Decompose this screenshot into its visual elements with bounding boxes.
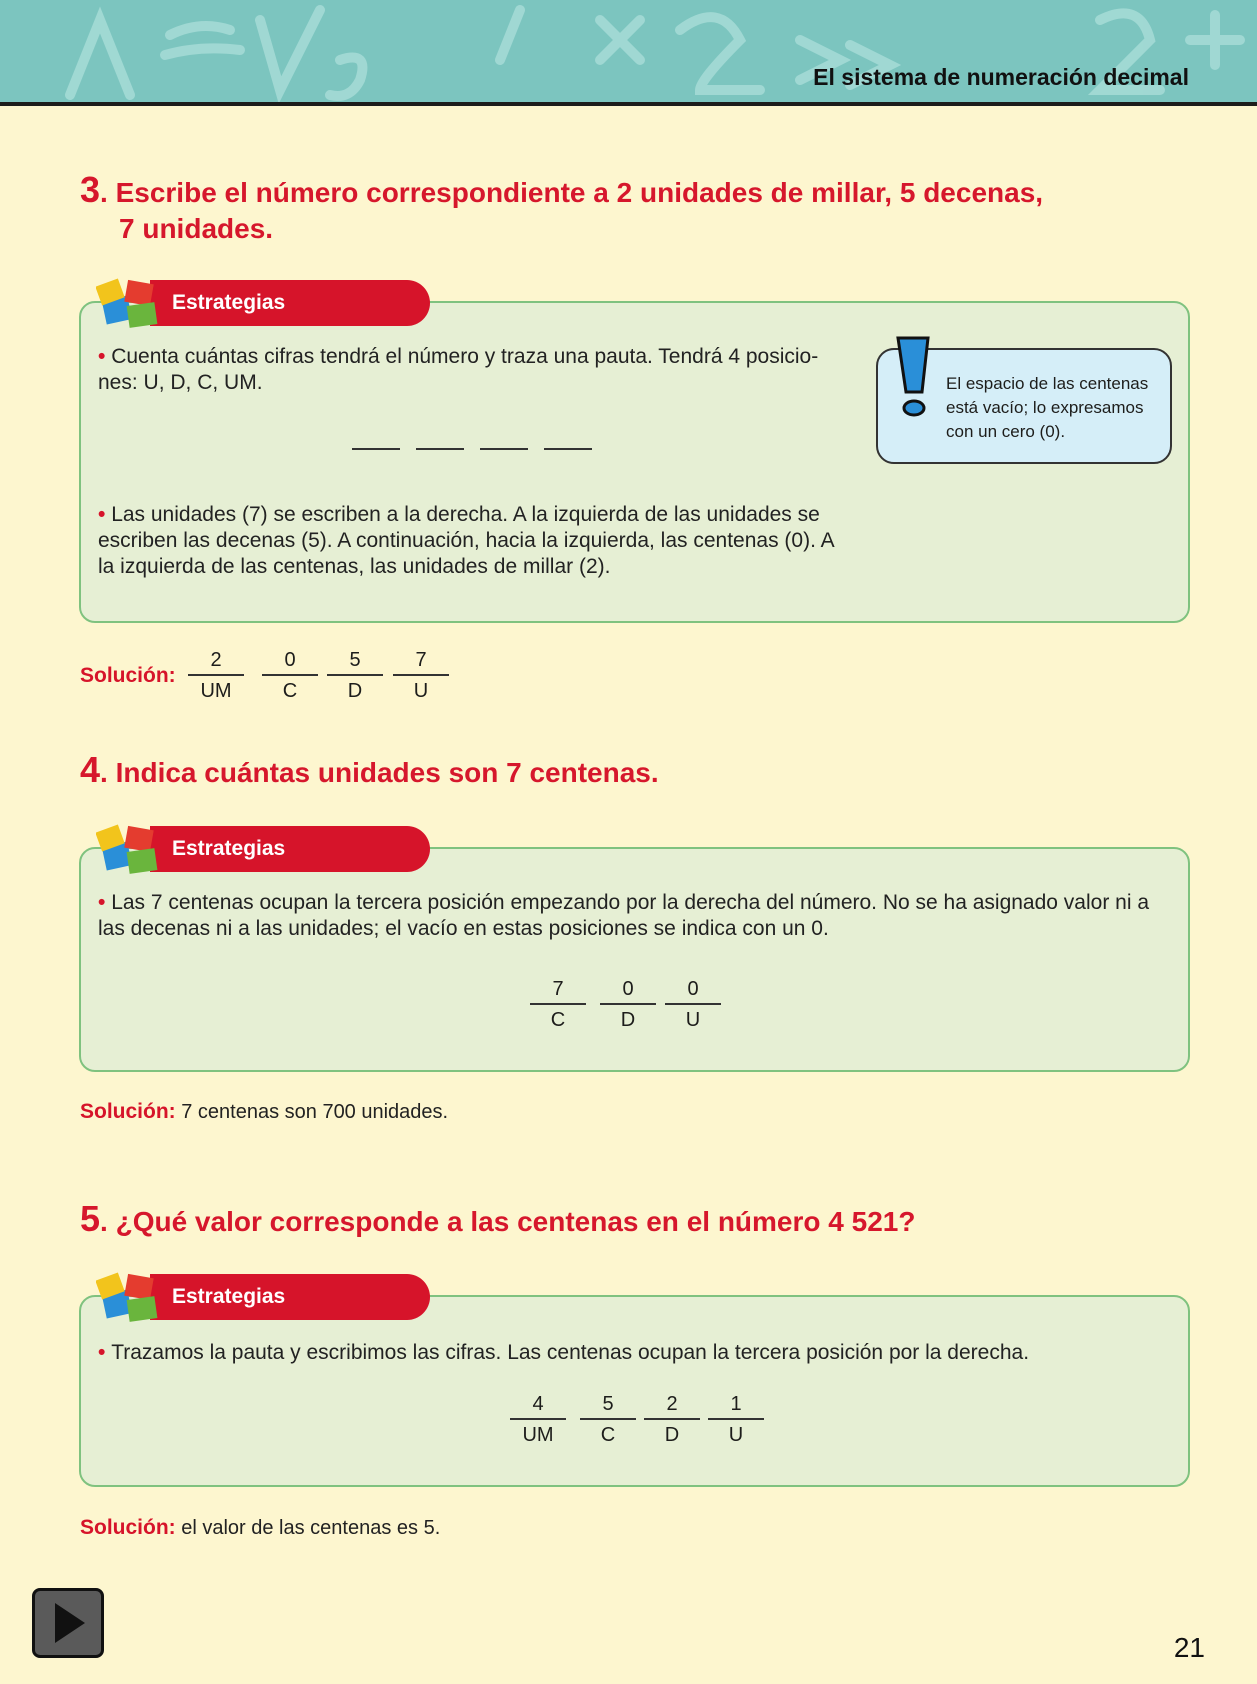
play-icon xyxy=(35,1591,101,1655)
digit: 0 xyxy=(665,975,721,1005)
blank-line xyxy=(480,448,528,450)
exercise-3-bullet-1 xyxy=(98,344,858,396)
place: D xyxy=(664,1424,680,1446)
exclamation-icon xyxy=(892,334,936,422)
bullet-dot: • xyxy=(98,503,112,526)
place: C xyxy=(550,1009,566,1031)
blank-line xyxy=(352,448,400,450)
strategy-tab-4 xyxy=(150,826,430,872)
digit: 5 xyxy=(580,1390,636,1420)
place-value-cell xyxy=(327,646,383,704)
place: U xyxy=(413,680,429,702)
blank-line xyxy=(544,448,592,450)
strategy-label: Estrategias xyxy=(172,291,286,314)
callout-text: El espacio de las centenas está vacío; lo expresamos con un cero (0). xyxy=(946,374,1149,441)
exercise-3-solution xyxy=(80,664,176,688)
exercise-3-title xyxy=(80,169,1160,247)
digit: 5 xyxy=(327,646,383,676)
place: D xyxy=(620,1009,636,1031)
place-value-cell xyxy=(580,1390,636,1448)
exercise-4-title xyxy=(80,749,1160,791)
blank-line xyxy=(416,448,464,450)
digit: 0 xyxy=(262,646,318,676)
exercise-3-title-line1: . Escribe el número correspondiente a 2 unidades de millar, 5 decenas, xyxy=(100,177,1044,208)
exercise-5-title-text: . ¿Qué valor corresponde a las centenas en el número 4 521? xyxy=(100,1206,916,1237)
place-value-cell xyxy=(530,975,586,1033)
exercise-4-bullet-1 xyxy=(98,890,1178,942)
solution-text: 7 centenas son 700 unidades. xyxy=(175,1101,449,1123)
digit: 0 xyxy=(600,975,656,1005)
strategy-label: Estrategias xyxy=(172,1285,286,1308)
place-value-cell xyxy=(510,1390,566,1448)
digit: 7 xyxy=(530,975,586,1005)
bullet-text: Cuenta cuántas cifras tendrá el número y traza una pauta. Tendrá 4 posicio- nes: U, D, C, UM. xyxy=(98,345,819,394)
bullet-dot: • xyxy=(98,891,112,914)
page-header xyxy=(0,0,1257,106)
exercise-5-title xyxy=(80,1198,1160,1240)
digit: 7 xyxy=(393,646,449,676)
exercise-3-title-line2: 7 unidades. xyxy=(119,213,274,244)
exercise-4-title-text: . Indica cuántas unidades son 7 centenas. xyxy=(100,757,659,788)
exercise-5-solution xyxy=(80,1516,440,1540)
bullet-text: Las unidades (7) se escriben a la derecha. A la izquierda de las unidades se escriben las decenas (5). A continuación, hacia la izquierda, las centenas (0). A la izquierda de las centenas, las unidades de millar (2). xyxy=(98,503,835,578)
strategy-tab-3 xyxy=(150,280,430,326)
bullet-text: Las 7 centenas ocupan la tercera posición empezando por la derecha del número. No se ha asignado valor ni a las decenas ni a las unidades; el vacío en estas posiciones se indica con un 0. xyxy=(98,891,1150,940)
digit: 2 xyxy=(644,1390,700,1420)
exercise-number: 4 xyxy=(80,749,101,790)
exercise-number: 5 xyxy=(80,1198,101,1239)
exercise-number: 3 xyxy=(80,169,101,210)
place-value-cell xyxy=(262,646,318,704)
place-value-cell xyxy=(188,646,244,704)
bullet-dot: • xyxy=(98,345,112,368)
place-value-cell xyxy=(393,646,449,704)
place: U xyxy=(728,1424,744,1446)
solution-label: Solución: xyxy=(80,1100,176,1123)
place-value-cell xyxy=(665,975,721,1033)
place-value-cell xyxy=(708,1390,764,1448)
solution-label: Solución: xyxy=(80,664,176,687)
strategy-label: Estrategias xyxy=(172,837,286,860)
exercise-4-solution xyxy=(80,1100,448,1124)
place-value-cell xyxy=(644,1390,700,1448)
strategy-box-4 xyxy=(79,847,1190,1072)
place: UM xyxy=(522,1424,554,1446)
place: D xyxy=(347,680,363,702)
digit: 1 xyxy=(708,1390,764,1420)
solution-label: Solución: xyxy=(80,1516,176,1539)
place: UM xyxy=(200,680,232,702)
header-title: El sistema de numeración decimal xyxy=(813,64,1189,90)
digit: 4 xyxy=(510,1390,566,1420)
puzzle-icon xyxy=(96,1270,166,1328)
exercise-5-bullet-1 xyxy=(98,1340,1178,1366)
digit: 2 xyxy=(188,646,244,676)
place: U xyxy=(685,1009,701,1031)
play-button[interactable] xyxy=(32,1588,104,1658)
place-value-cell xyxy=(600,975,656,1033)
place: C xyxy=(600,1424,616,1446)
bullet-text: Trazamos la pauta y escribimos las cifras. Las centenas ocupan la tercera posición por la derecha. xyxy=(111,1341,1030,1364)
strategy-tab-5 xyxy=(150,1274,430,1320)
place: C xyxy=(282,680,298,702)
puzzle-icon xyxy=(96,822,166,880)
exercise-3-bullet-2 xyxy=(98,502,858,580)
page-number: 21 xyxy=(1173,1632,1205,1663)
bullet-dot: • xyxy=(98,1341,112,1364)
solution-text: el valor de las centenas es 5. xyxy=(175,1517,441,1539)
puzzle-icon xyxy=(96,276,166,334)
